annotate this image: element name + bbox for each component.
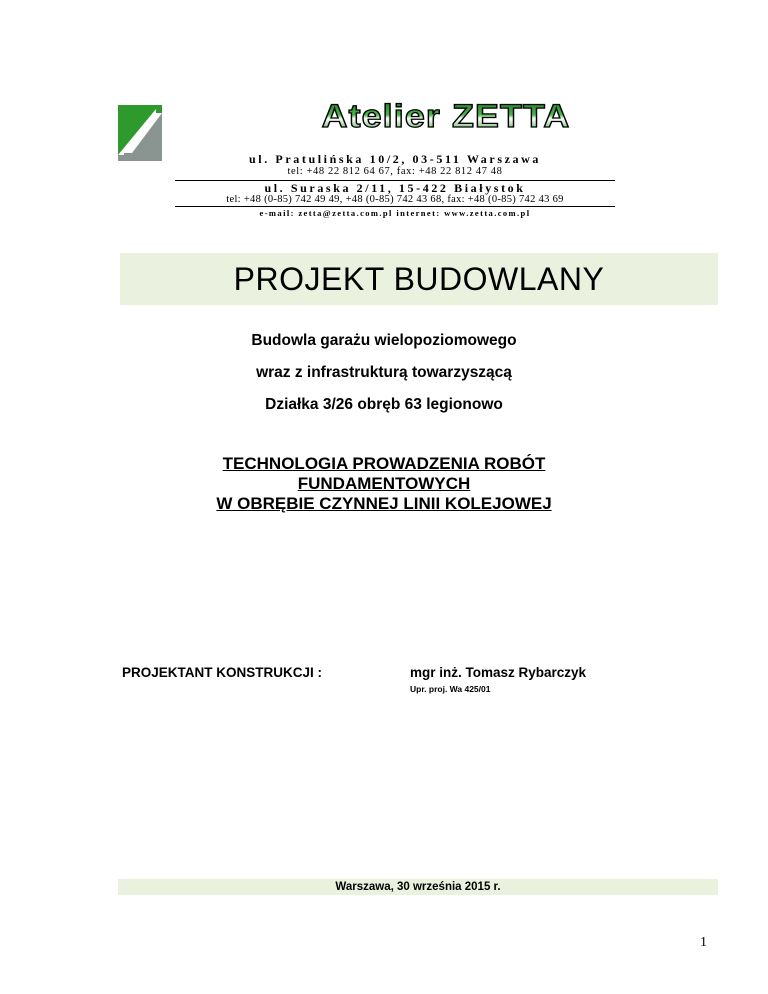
subtitle-plot: Działka 3/26 obręb 63 legionowo — [265, 396, 503, 413]
date-line: Warszawa, 30 września 2015 r. — [335, 881, 501, 893]
office1-address: ul. Pratulińska 10/2, 03-511 Warszawa — [249, 152, 541, 166]
office2-contact: tel: +48 (0-85) 742 49 49, +48 (0-85) 742 43 68, fax: +48 (0-85) 742 43 69 — [226, 194, 564, 205]
designer-name: mgr inż. Tomasz Rybarczyk — [410, 665, 587, 680]
brand-wordmark — [236, 97, 656, 133]
technology-title-line: W OBRĘBIE CZYNNEJ LINII KOLEJOWEJ — [216, 494, 552, 513]
subtitle-building: Budowla garażu wielopoziomowego — [251, 332, 517, 349]
designer-license: Upr. proj. Wa 425/01 — [410, 684, 491, 694]
web-contact: e-mail: zetta@zetta.com.pl internet: www.zetta.com.pl — [259, 208, 531, 218]
zetta-logo-icon — [118, 105, 162, 161]
date-bar — [118, 879, 718, 895]
brand-name: Atelier ZETTA — [321, 98, 571, 133]
title-banner — [120, 253, 718, 305]
technology-title-line: TECHNOLOGIA PROWADZENIA ROBÓT — [222, 454, 546, 473]
designer-label: PROJEKTANT KONSTRUKCJI : — [122, 665, 323, 680]
header-divider — [175, 206, 615, 207]
page-title: PROJEKT BUDOWLANY — [233, 260, 605, 297]
office2-address: ul. Suraska 2/11, 15-422 Białystok — [264, 181, 526, 195]
technology-title-line: FUNDAMENTOWYCH — [297, 474, 471, 493]
office1-contact: tel: +48 22 812 64 67, fax: +48 22 812 47 48 — [287, 166, 503, 177]
page-number: 1 — [700, 935, 707, 950]
subtitle-infrastructure: wraz z infrastrukturą towarzyszącą — [256, 364, 512, 381]
